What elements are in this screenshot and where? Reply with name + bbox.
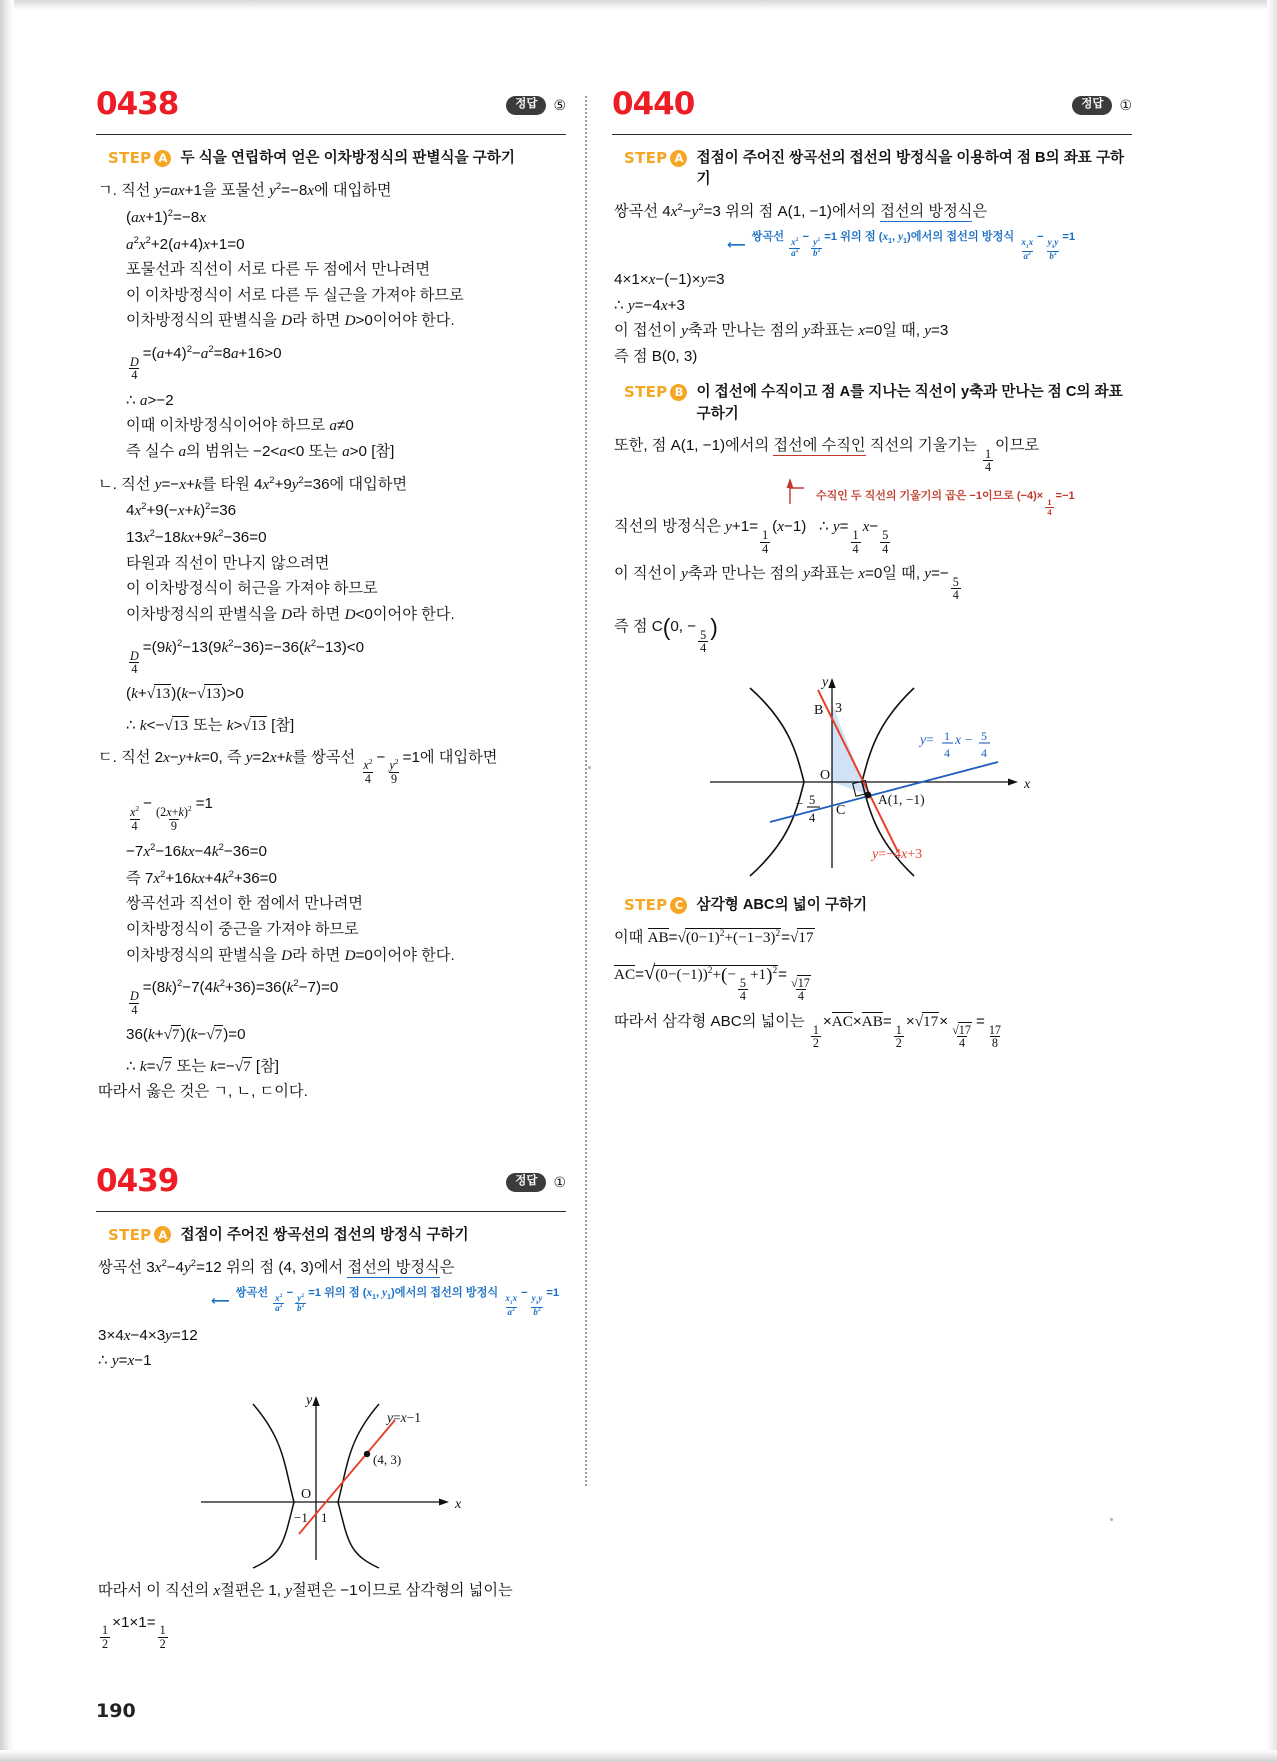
solution-line: $a^2x^2+2(a+4)x+1=0$ xyxy=(126,233,245,253)
speck xyxy=(588,766,591,769)
step-badge-c: C xyxy=(670,897,687,914)
answer-pill: 정답 xyxy=(1072,96,1112,115)
left-column xyxy=(96,86,566,1656)
tangent-line-label: y=x−1 xyxy=(387,1409,421,1425)
step-badge-a: A xyxy=(154,1226,171,1243)
step-badge-a: A xyxy=(154,150,171,167)
step-title: 접점이 주어진 쌍곡선의 접선의 방정식을 이용하여 점 B의 좌표 구하기 xyxy=(696,150,1125,188)
solution-line: $\frac{D}{4}$ $=(a+4)^2-a^2=8a+16>0$ xyxy=(130,343,282,383)
svg-text:x: x xyxy=(955,732,961,748)
solution-line: 즉 실수 a의 범위는 −2<a<0 또는 a>0 [참] xyxy=(126,443,395,461)
svg-text:5: 5 xyxy=(809,793,816,808)
step-title: 접점이 주어진 쌍곡선의 접선의 방정식 구하기 xyxy=(180,1226,469,1243)
origin-label: O xyxy=(301,1486,312,1502)
solution-line: 즉 점 B(0, 3) xyxy=(614,347,698,365)
step-tag xyxy=(624,895,687,914)
column-divider xyxy=(585,96,587,1486)
solution-line: ∴ y=−4x+3 xyxy=(614,296,685,314)
step-b-0440 xyxy=(624,382,1132,424)
solution-line: $\frac{1}{2}$ ×1×1= $\frac{1}{2}$ xyxy=(102,1613,166,1651)
solution-line: 따라서 옳은 것은 ㄱ, ㄴ, ㄷ이다. xyxy=(98,1083,308,1101)
solution-line: $4x^2+9(-x+k)^2=36$ xyxy=(126,500,237,520)
solution-line: 36(k+√7)(k−√7)=0 xyxy=(126,1025,246,1043)
solution-line: 이차방정식의 판별식을 D라 하면 D<0이어야 한다. xyxy=(126,606,455,624)
step-word: STEP xyxy=(108,1225,152,1244)
point-a-label: A(1, −1) xyxy=(878,792,925,808)
svg-text:5: 5 xyxy=(981,729,987,744)
y-axis-label: y xyxy=(822,675,829,691)
tick-three: 3 xyxy=(835,701,842,717)
x-axis-label: x xyxy=(455,1496,462,1512)
solution-line: 포물선과 직선이 서로 다른 두 점에서 만나려면 xyxy=(126,261,431,279)
step-a-0438 xyxy=(108,148,566,169)
solution-line: 이차방정식이 중근을 가져야 하므로 xyxy=(126,920,359,938)
step-tag xyxy=(108,148,171,167)
problem-header xyxy=(96,86,566,132)
origin-label: O xyxy=(820,768,831,784)
answer-group xyxy=(506,1173,566,1192)
figure-0440 xyxy=(612,662,1132,882)
step-badge-a: A xyxy=(670,150,687,167)
problem-header xyxy=(612,86,1132,132)
y-axis-label: y xyxy=(306,1392,313,1408)
svg-text:4: 4 xyxy=(944,746,950,761)
answer-value: ① xyxy=(1119,96,1132,113)
tick-neg-one: −1 xyxy=(294,1509,308,1525)
x-axis-label: x xyxy=(1024,777,1031,793)
page-edge-left xyxy=(0,0,14,1762)
solution-line: ㄱ. 직선 y=ax+1을 포물선 $y^2=-8x$에 대입하면 xyxy=(98,180,392,200)
solution-line: 이차방정식의 판별식을 D라 하면 D>0이어야 한다. xyxy=(126,312,455,330)
step-a-0440 xyxy=(624,148,1132,190)
step-title: 이 접선에 수직이고 점 A를 지나는 직선이 y축과 만나는 점 C의 좌표 구하기 xyxy=(696,384,1123,422)
left-arrow-icon: ⟵ xyxy=(211,1292,230,1308)
problem-number: 0438 xyxy=(96,86,179,122)
solution-line: ㄷ. 직선 2x−y+k=0, 즉 y=2x+k를 쌍곡선 $\frac{x^2}{4}$ − $\frac{y^2}{9}$ =1에 대입하면 xyxy=(98,748,498,786)
solution-line: 쌍곡선과 직선이 한 점에서 만나려면 xyxy=(126,895,363,913)
solution-line: $-7x^2-16kx-4k^2-36=0$ xyxy=(126,840,267,861)
hyperbola-triangle-graph-0440 xyxy=(692,662,1052,882)
solution-line: ∴ k=√7 또는 k=−√7 [참] xyxy=(126,1057,280,1075)
formula-callout-0439 xyxy=(211,1284,566,1317)
answer-value: ⑤ xyxy=(553,96,566,113)
solution-line: (k+√13)(k−√13)>0 xyxy=(126,685,244,703)
step-word: STEP xyxy=(624,149,668,167)
solution-line: 즉 $7x^2+16kx+4k^2+36=0$ xyxy=(126,867,277,887)
tick-one: 1 xyxy=(321,1509,328,1525)
step-c-0440 xyxy=(624,895,1132,916)
solution-line: 따라서 삼각형 ABC의 넓이는 $\frac{1}{2}$ ×AC×AB= $\frac{1}{2}$ ×√17× $\frac{√17}{4}$ = $\frac{17}{8}$ xyxy=(614,1012,1001,1051)
solution-line: $(ax+1)^2=-8x$ xyxy=(126,206,206,226)
figure-0439 xyxy=(96,1382,566,1572)
step-word: STEP xyxy=(624,383,668,402)
step-word: STEP xyxy=(624,896,668,915)
solution-line: 이때 $AB=√(0-1)^2+(-1-3)^2=√17$ xyxy=(614,928,814,946)
answer-group xyxy=(1072,96,1132,115)
solution-line: 따라서 이 직선의 x절편은 1, y절편은 −1이므로 삼각형의 넓이는 xyxy=(98,1581,513,1599)
solution-line: 이 직선이 y축과 만나는 점의 y좌표는 x=0일 때, y=− $\frac{5}{4}$ xyxy=(614,565,959,603)
solution-line: 이 이차방정식이 허근을 가져야 하므로 xyxy=(126,580,378,598)
solution-line: $\frac{D}{4}$ $=(9k)^2-13(9k^2-36)=-36(k^2-13)<0$ xyxy=(130,636,365,676)
solution-line: 타원과 직선이 만나지 않으려면 xyxy=(126,554,330,572)
svg-text:4: 4 xyxy=(809,811,816,826)
solution-line: $\frac{x^2}{4}$ − $\frac{(2x+k)^2}{9}$ =1 xyxy=(130,795,214,833)
problem-0438 xyxy=(96,86,566,1105)
solution-line: 이때 이차방정식이어야 하므로 a≠0 xyxy=(126,417,354,435)
answer-value: ① xyxy=(553,1173,566,1190)
page-number: 190 xyxy=(96,1700,136,1722)
svg-text:−: − xyxy=(965,732,973,748)
header-rule xyxy=(96,1211,566,1212)
solution-line: ∴ y=x−1 xyxy=(98,1352,152,1370)
page-edge-bottom xyxy=(0,1750,1277,1762)
solution-line: 이 접선이 y축과 만나는 점의 y좌표는 x=0일 때, y=3 xyxy=(614,322,949,340)
perpendicular-annotation xyxy=(782,474,1132,517)
red-line-equation: y=−4x+3 xyxy=(872,847,923,863)
hyperbola-tangent-graph-0439 xyxy=(181,1382,481,1572)
step-tag xyxy=(624,148,687,167)
problem-number: 0440 xyxy=(612,86,695,122)
right-column xyxy=(612,86,1132,1055)
solution-line: ∴ a>−2 xyxy=(126,391,174,409)
solution-line: 쌍곡선 $3x^2-4y^2=12$ 위의 점 (4, 3)에서 접선의 방정식은 xyxy=(98,1256,455,1277)
page-edge-right xyxy=(1267,0,1277,1762)
header-rule xyxy=(96,134,566,135)
page-edge-top xyxy=(0,0,1277,10)
solution-line: 이 이차방정식이 서로 다른 두 실근을 가져야 하므로 xyxy=(126,286,464,304)
answer-pill: 정답 xyxy=(506,1173,546,1192)
problem-header xyxy=(96,1163,566,1209)
svg-text:4: 4 xyxy=(981,746,987,761)
problem-number: 0439 xyxy=(96,1162,179,1199)
formula-callout-0440 xyxy=(727,228,1132,261)
svg-text:−: − xyxy=(796,796,804,812)
tangent-point-label: (4, 3) xyxy=(373,1451,402,1467)
solution-line: 즉 점 C(0, − $\frac{5}{4}$ ) xyxy=(614,613,718,655)
svg-text:1: 1 xyxy=(944,729,950,744)
solution-line: ∴ k<−√13 또는 k>√13 [참] xyxy=(126,717,295,734)
solution-line: 4×1×x−(−1)×y=3 xyxy=(614,270,725,288)
step-a-0439 xyxy=(108,1225,566,1246)
left-arrow-icon: ⟵ xyxy=(727,236,746,252)
step-title: 두 식을 연립하여 얻은 이차방정식의 판별식을 구하기 xyxy=(180,150,515,166)
solution-line: $\frac{D}{4}$ $=(8k)^2-7(4k^2+36)=36(k^2-7)=0$ xyxy=(130,977,339,1017)
step-tag xyxy=(108,1225,171,1244)
solution-line: ㄴ. 직선 y=−x+k를 타원 $4x^2+9y^2=36$에 대입하면 xyxy=(98,473,408,493)
header-rule xyxy=(612,134,1132,135)
solution-line: 이차방정식의 판별식을 D라 하면 D=0이어야 한다. xyxy=(126,946,455,964)
step-word: STEP xyxy=(108,149,152,167)
callout-text: 쌍곡선 $\frac{x^2}{a^2}$ − $\frac{y^2}{b^2}$ =1 위의 점 ($x_1$, $y_1$)에서의 접선의 방정식 $\frac{x_1x}{a^2}$ − $\frac{y_1y}{b^2}$ =1 xyxy=(235,1286,560,1317)
problem-0439 xyxy=(96,1163,566,1650)
answer-pill: 정답 xyxy=(506,96,546,115)
solution-line: 3×4x−4×3y=12 xyxy=(98,1326,198,1344)
speck xyxy=(1110,1518,1113,1521)
solution-line: $AC=√(0-(-1))^2+(-$ $\frac{5}{4}$ +1)$^2$= $\frac{√17}{4}$ xyxy=(614,962,810,1004)
point-b-label: B xyxy=(814,703,824,719)
step-tag xyxy=(624,382,687,401)
answer-group xyxy=(506,96,566,115)
svg-text:y=: y= xyxy=(920,732,934,748)
callout-text: 쌍곡선 $\frac{x^2}{a^2}$ − $\frac{y^2}{b^2}$ =1 위의 점 ($x_1$, $y_1$)에서의 접선의 방정식 $\frac{x_1x}{a^2}$ − $\frac{y_1y}{b^2}$ =1 xyxy=(751,231,1076,261)
step-badge-b: B xyxy=(670,384,687,401)
point-c-label: C xyxy=(836,803,846,819)
solution-line: 쌍곡선 $4x^2-y^2=3$ 위의 점 A(1, −1)에서의 접선의 방정식은 xyxy=(614,201,988,221)
blue-line-equation xyxy=(918,729,990,760)
solution-line: $13x^2-18kx+9k^2-36=0$ xyxy=(126,527,267,547)
problem-0440 xyxy=(612,86,1132,1049)
solution-line: 직선의 방정식은 y+1= $\frac{1}{4}$ (x−1) ∴ y= $\frac{1}{4}$ x− $\frac{5}{4}$ xyxy=(614,518,889,556)
solution-line: 또한, 점 A(1, −1)에서의 접선에 수직인 직선의 기울기는 $\frac{1}{4}$ 이므로 xyxy=(614,436,1040,475)
step-title: 삼각형 ABC의 넓이 구하기 xyxy=(696,897,868,914)
callout-red-text: 수직인 두 직선의 기울기의 곱은 −1이므로 (−4)× $\frac{1}{4}$ =−1 xyxy=(816,490,1075,517)
